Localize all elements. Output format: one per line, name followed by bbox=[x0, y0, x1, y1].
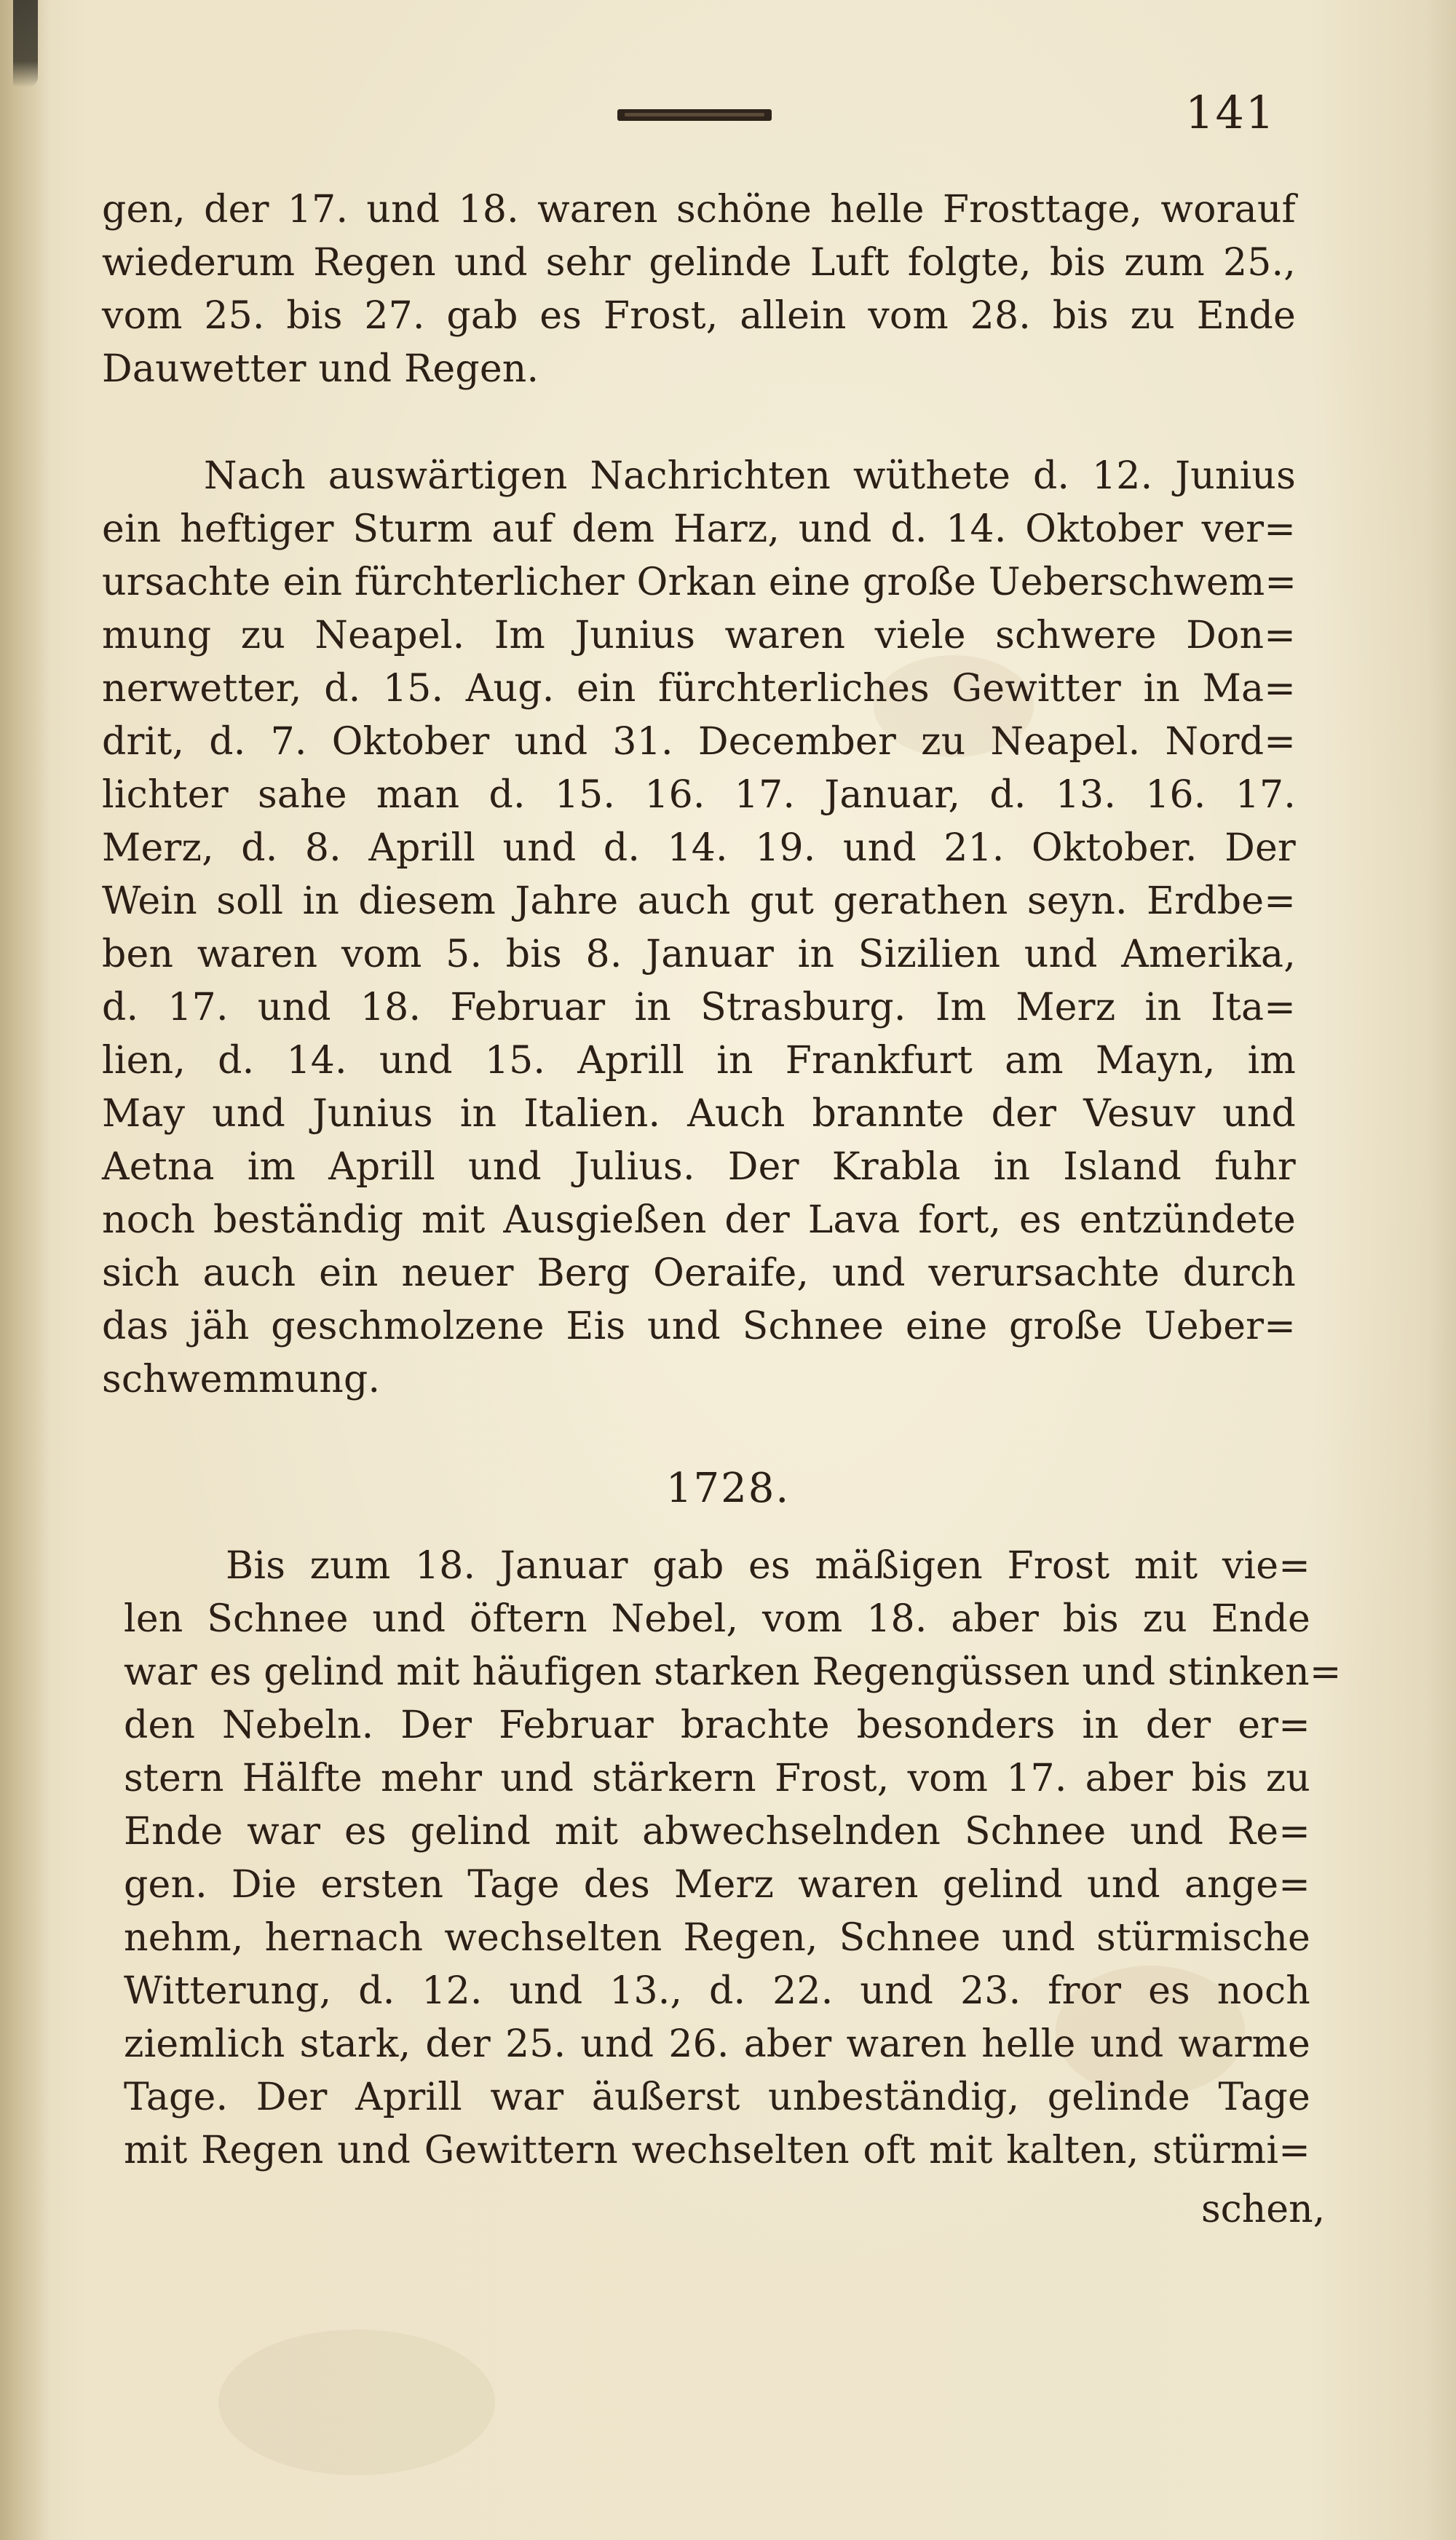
text-line: ben waren vom 5. bis 8. Januar in Sizilien und Amerika, bbox=[102, 933, 1296, 976]
header-rule bbox=[617, 109, 772, 121]
text-line: Dauwetter und Regen. bbox=[102, 347, 539, 391]
paragraph-1728 bbox=[124, 1540, 1342, 2177]
text-line: nerwetter, d. 15. Aug. ein fürchterliches Gewitter in Ma= bbox=[102, 667, 1296, 711]
binding-gutter bbox=[0, 0, 51, 2540]
text-line: lichter sahe man d. 15. 16. 17. Januar, d. 13. 16. 17. bbox=[102, 773, 1296, 817]
text-line: stern Hälfte mehr und stärkern Frost, vom 17. aber bis zu bbox=[124, 1757, 1310, 1800]
text-line: lien, d. 14. und 15. Aprill in Frankfurt am Mayn, im bbox=[102, 1039, 1296, 1083]
paragraph-continuation bbox=[102, 183, 1296, 396]
text-line: den Nebeln. Der Februar brachte besonders in der er= bbox=[124, 1704, 1310, 1747]
text-line: ein heftiger Sturm auf dem Harz, und d. 14. Oktober ver= bbox=[102, 507, 1296, 551]
paper-stain bbox=[218, 2330, 495, 2475]
text-line: Witterung, d. 12. und 13., d. 22. und 23. fror es noch bbox=[124, 1969, 1310, 2013]
text-line: war es gelind mit häufigen starken Regengüssen und stinken= bbox=[124, 1650, 1342, 1694]
text-line: mit Regen und Gewittern wechselten oft mit kalten, stürmi= bbox=[124, 2129, 1310, 2172]
paragraph-foreign-news bbox=[102, 450, 1296, 1407]
text-line: Merz, d. 8. Aprill und d. 14. 19. und 21. Oktober. Der bbox=[102, 826, 1296, 870]
text-line: ursachte ein fürchterlicher Orkan eine große Ueberschwem= bbox=[102, 561, 1297, 604]
binding-shadow bbox=[13, 0, 38, 87]
text-line: Bis zum 18. Januar gab es mäßigen Frost mit vie= bbox=[226, 1544, 1310, 1588]
text-line: vom 25. bis 27. gab es Frost, allein vom 28. bis zu Ende bbox=[102, 294, 1296, 338]
text-line: len Schnee und öftern Nebel, vom 18. aber bis zu Ende bbox=[124, 1597, 1310, 1641]
text-line: mung zu Neapel. Im Junius waren viele schwere Don= bbox=[102, 614, 1296, 657]
text-line: schwemmung. bbox=[102, 1358, 381, 1401]
text-line: gen. Die ersten Tage des Merz waren gelind und ange= bbox=[124, 1863, 1310, 1907]
text-line: Nach auswärtigen Nachrichten wüthete d. 12. Junius bbox=[204, 454, 1296, 498]
text-line: gen, der 17. und 18. waren schöne helle Frosttage, worauf bbox=[102, 188, 1296, 232]
text-line: nehm, hernach wechselten Regen, Schnee und stürmische bbox=[124, 1916, 1310, 1960]
text-line: ziemlich stark, der 25. und 26. aber waren helle und warme bbox=[124, 2022, 1310, 2066]
text-line: Wein soll in diesem Jahre auch gut gerathen seyn. Erdbe= bbox=[102, 879, 1296, 923]
text-line: das jäh geschmolzene Eis und Schnee eine große Ueber= bbox=[102, 1305, 1296, 1348]
text-line: sich auch ein neuer Berg Oeraife, und verursachte durch bbox=[102, 1251, 1296, 1295]
page-number: 141 bbox=[1185, 86, 1276, 139]
text-line: Aetna im Aprill und Julius. Der Krabla in Island fuhr bbox=[102, 1145, 1296, 1189]
text-line: drit, d. 7. Oktober und 31. December zu Neapel. Nord= bbox=[102, 720, 1296, 764]
year-heading: 1728. bbox=[665, 1465, 791, 1512]
text-line: d. 17. und 18. Februar in Strasburg. Im Merz in Ita= bbox=[102, 986, 1296, 1029]
catchword: schen, bbox=[1201, 2188, 1326, 2231]
text-line: May und Junius in Italien. Auch brannte der Vesuv und bbox=[102, 1092, 1296, 1136]
text-line: wiederum Regen und sehr gelinde Luft folgte, bis zum 25., bbox=[102, 241, 1296, 285]
text-line: noch beständig mit Ausgießen der Lava fort, es entzündete bbox=[102, 1198, 1296, 1242]
text-line: Ende war es gelind mit abwechselnden Schnee und Re= bbox=[124, 1810, 1310, 1853]
text-line: Tage. Der Aprill war äußerst unbeständig, gelinde Tage bbox=[124, 2076, 1310, 2119]
